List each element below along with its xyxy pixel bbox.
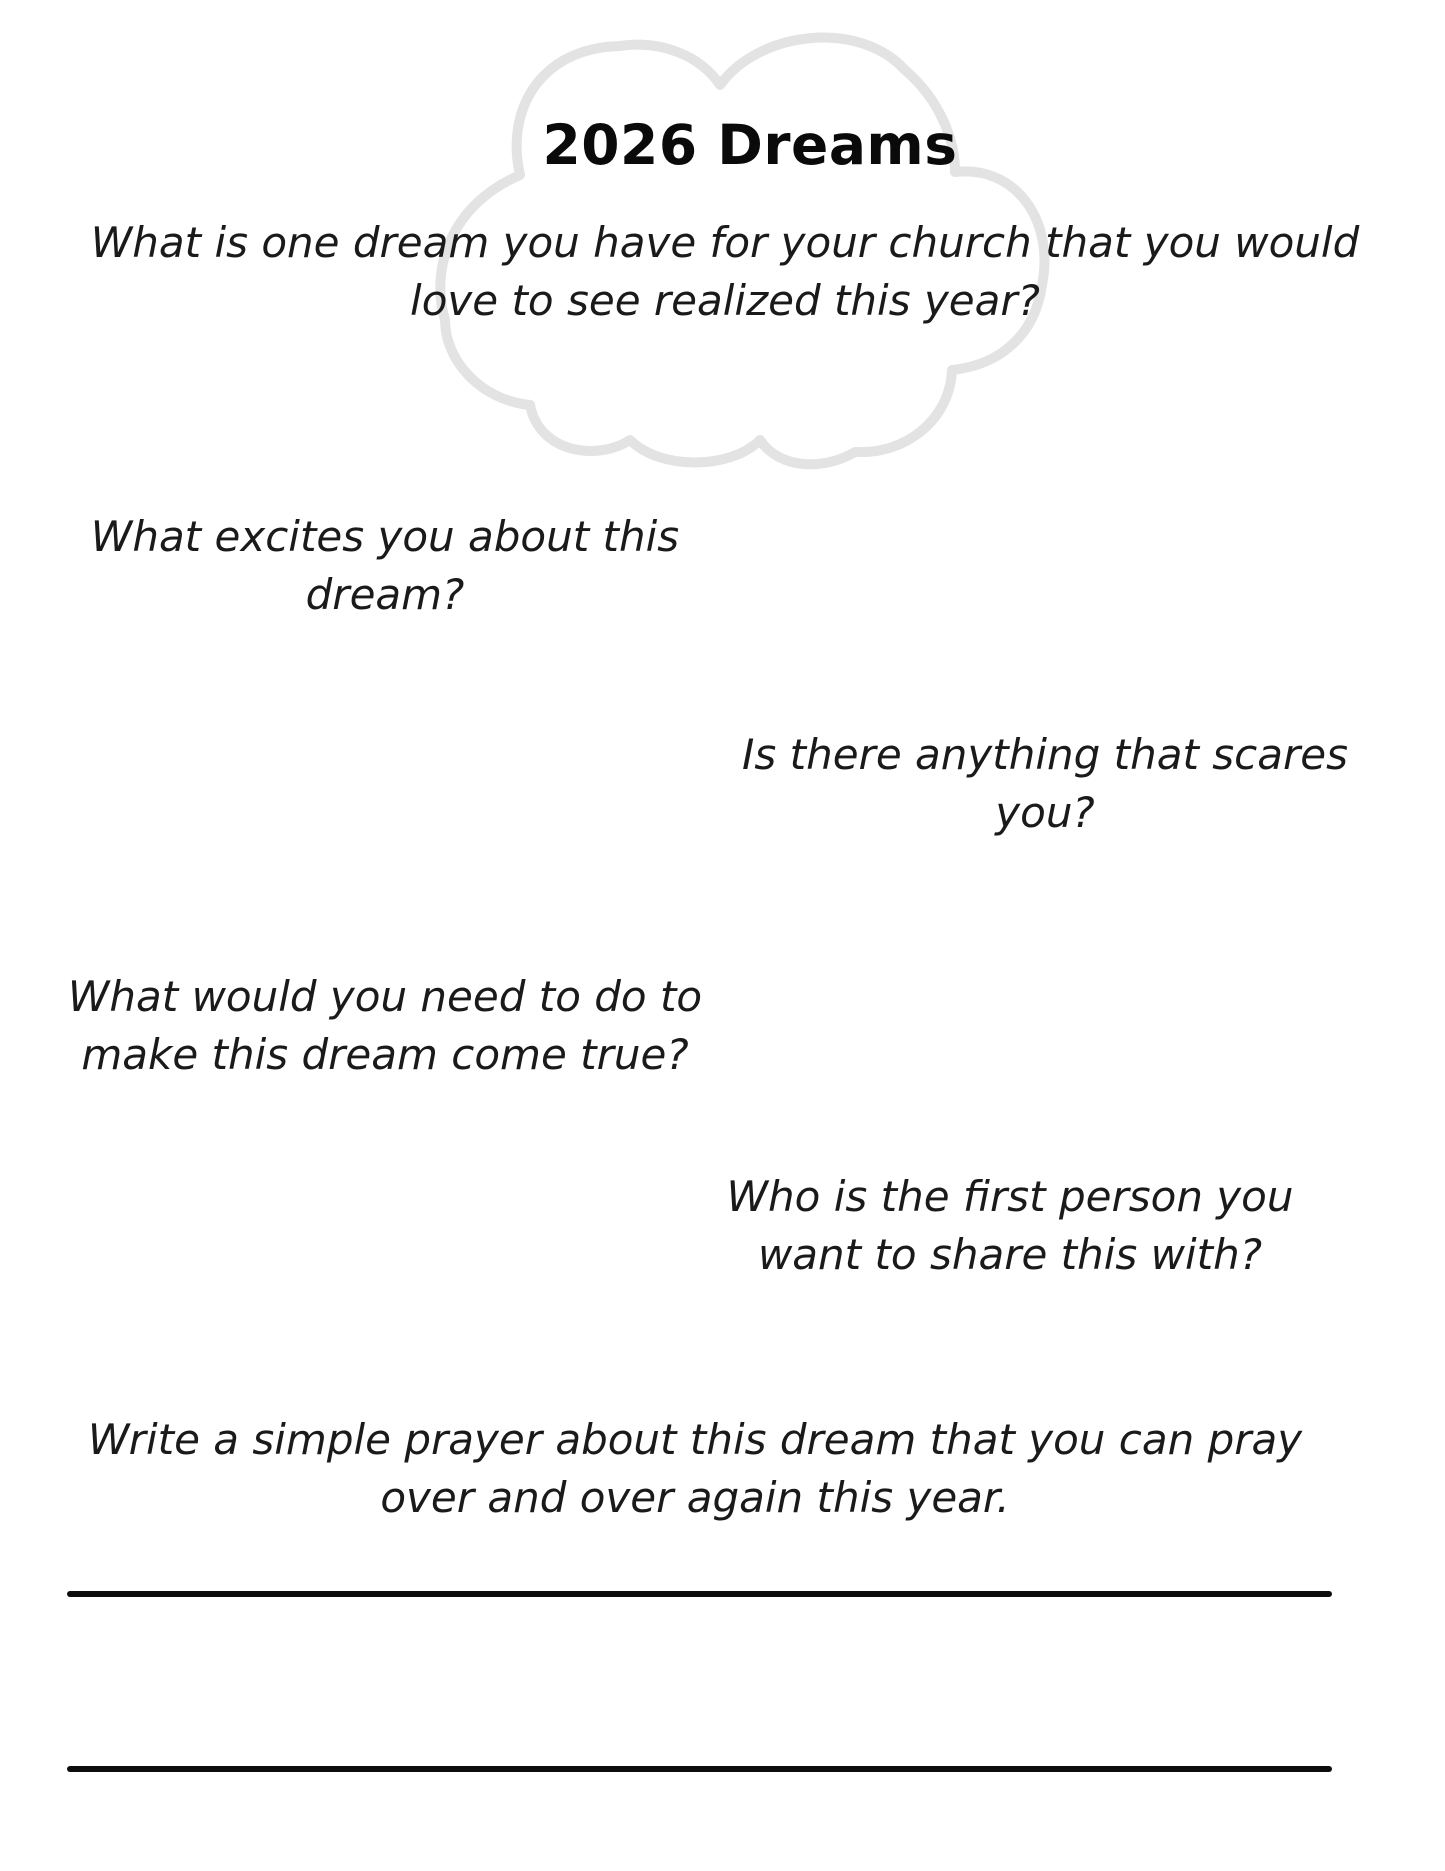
question-needs: What would you need to do to make this dream come true? bbox=[67, 972, 703, 1079]
writing-line-1 bbox=[67, 1591, 1332, 1597]
question-excites: What excites you about this dream? bbox=[90, 512, 680, 619]
page-title: 2026 Dreams bbox=[542, 113, 958, 177]
writing-line-2 bbox=[67, 1766, 1332, 1772]
question-main-dream: What is one dream you have for your church that you would love to see realized this year? bbox=[90, 218, 1360, 325]
question-scares: Is there anything that scares you? bbox=[742, 730, 1348, 837]
question-prayer: Write a simple prayer about this dream that you can pray over and over again this year. bbox=[87, 1415, 1303, 1522]
question-share: Who is the first person you want to share this with? bbox=[726, 1172, 1294, 1279]
